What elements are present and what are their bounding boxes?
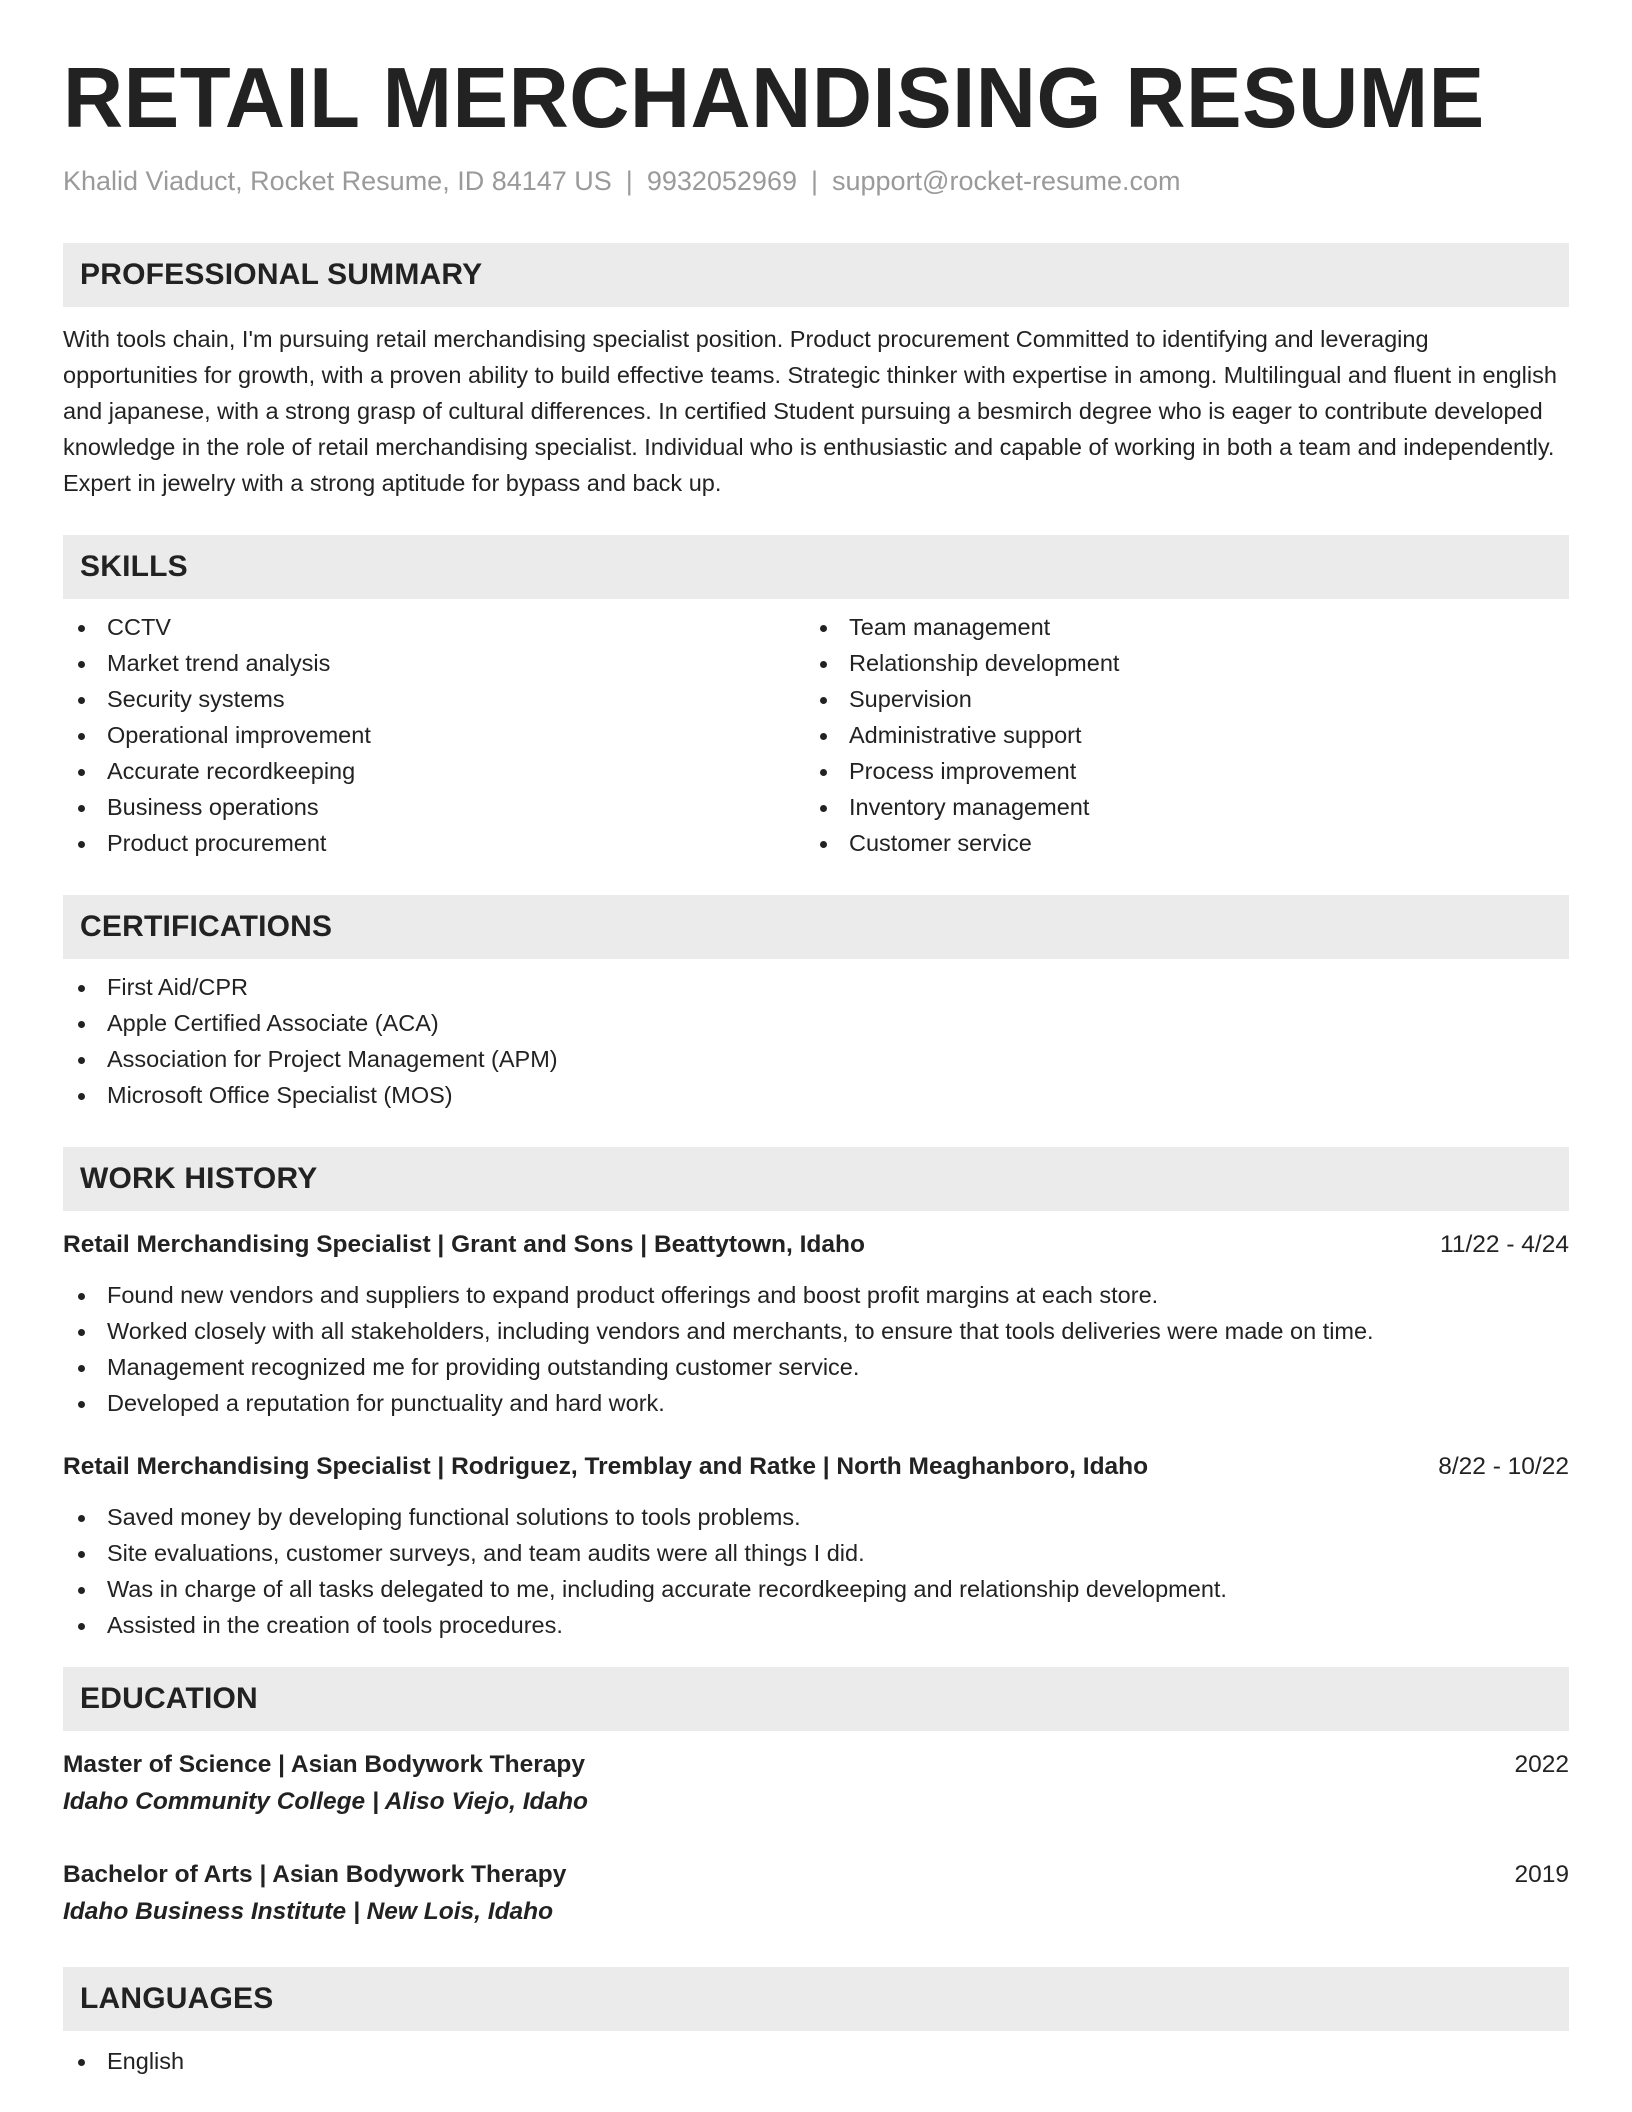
- job-dates: 11/22 - 4/24: [1440, 1231, 1569, 1259]
- education-entry: [63, 1747, 1569, 1821]
- job-bullet: Developed a reputation for punctuality and hard work.: [63, 1385, 1569, 1421]
- language-item: English: [63, 2043, 1569, 2079]
- contact-email[interactable]: support@rocket-resume.com: [832, 166, 1181, 196]
- education-entry: [63, 1857, 1569, 1931]
- skill-item: Relationship development: [805, 645, 1547, 681]
- work-history-section: [63, 1147, 1569, 1643]
- skills-section: [63, 535, 1569, 861]
- languages-list: [63, 2043, 1569, 2079]
- resume-title: RETAIL MERCHANDISING RESUME: [63, 51, 1485, 146]
- education-degree: Master of Science | Asian Bodywork Therapy: [63, 1751, 585, 1779]
- education-school: Idaho Community College | Aliso Viejo, Idaho: [63, 1788, 589, 1816]
- skill-item: Accurate recordkeeping: [63, 753, 805, 789]
- certifications-list: [63, 969, 1569, 1113]
- certifications-section: [63, 895, 1569, 1113]
- skill-item: Supervision: [805, 681, 1547, 717]
- summary-text: With tools chain, I'm pursuing retail merchandising specialist position. Product procurement Committed to identifying and leveraging opportunities for growth, with a proven ability to build effective teams. Strategic thinker with expertise in among. Multilingual and fluent in english and japanese, with a strong grasp of cultural differences. In certified Student pursuing a besmirch degree who is eager to contribute developed knowledge in the role of retail merchandising specialist. Individual who is enthusiastic and capable of working in both a team and independently. Expert in jewelry with a strong aptitude for bypass and back up.: [63, 326, 1557, 497]
- certification-item: Microsoft Office Specialist (MOS): [63, 1077, 1569, 1113]
- skill-item: Operational improvement: [63, 717, 805, 753]
- job-bullet: Management recognized me for providing outstanding customer service.: [63, 1349, 1569, 1385]
- contact-address: Khalid Viaduct, Rocket Resume, ID 84147 US: [63, 166, 612, 196]
- job-bullet: Saved money by developing functional solutions to tools problems.: [63, 1499, 1569, 1535]
- summary-section: [63, 243, 1569, 501]
- skill-item: Customer service: [805, 825, 1547, 861]
- certification-item: First Aid/CPR: [63, 969, 1569, 1005]
- job-entry: [63, 1449, 1569, 1643]
- job-dates: 8/22 - 10/22: [1438, 1453, 1569, 1481]
- skill-item: Inventory management: [805, 789, 1547, 825]
- contact-separator: |: [810, 166, 818, 196]
- languages-section: [63, 1967, 1569, 2079]
- certifications-heading: CERTIFICATIONS: [63, 895, 1569, 959]
- job-bullet: Worked closely with all stakeholders, including vendors and merchants, to ensure that tools deliveries were made on time.: [63, 1313, 1569, 1349]
- job-title: Retail Merchandising Specialist | Grant and Sons | Beattytown, Idaho: [63, 1231, 865, 1259]
- certification-item: Apple Certified Associate (ACA): [63, 1005, 1569, 1041]
- job-bullet: Site evaluations, customer surveys, and team audits were all things I did.: [63, 1535, 1569, 1571]
- education-year: 2019: [1514, 1861, 1569, 1889]
- skill-item: Process improvement: [805, 753, 1547, 789]
- contact-separator: |: [625, 166, 633, 196]
- skill-item: Team management: [805, 609, 1547, 645]
- skills-list-left: [63, 609, 805, 861]
- skill-item: Administrative support: [805, 717, 1547, 753]
- education-heading: EDUCATION: [63, 1667, 1569, 1731]
- skills-heading: SKILLS: [63, 535, 1569, 599]
- work-history-heading: WORK HISTORY: [63, 1147, 1569, 1211]
- education-section: [63, 1667, 1569, 1931]
- skill-item: Product procurement: [63, 825, 805, 861]
- education-degree: Bachelor of Arts | Asian Bodywork Therapy: [63, 1861, 567, 1889]
- contact-line: [63, 165, 1569, 197]
- contact-phone: 9932052969: [646, 166, 797, 196]
- job-bullet: Found new vendors and suppliers to expand product offerings and boost profit margins at each store.: [63, 1277, 1569, 1313]
- skill-item: CCTV: [63, 609, 805, 645]
- job-bullet: Was in charge of all tasks delegated to me, including accurate recordkeeping and relationship development.: [63, 1571, 1569, 1607]
- education-year: 2022: [1514, 1751, 1569, 1779]
- job-bullets: [63, 1277, 1569, 1421]
- skill-item: Market trend analysis: [63, 645, 805, 681]
- skill-item: Security systems: [63, 681, 805, 717]
- languages-heading: LANGUAGES: [63, 1967, 1569, 2031]
- skills-list-right: [805, 609, 1547, 861]
- job-entry: [63, 1227, 1569, 1421]
- education-school: Idaho Business Institute | New Lois, Idaho: [63, 1898, 554, 1926]
- certification-item: Association for Project Management (APM): [63, 1041, 1569, 1077]
- summary-heading: PROFESSIONAL SUMMARY: [63, 243, 1569, 307]
- job-title: Retail Merchandising Specialist | Rodriguez, Tremblay and Ratke | North Meaghanboro, Idaho: [63, 1453, 1149, 1481]
- job-bullet: Assisted in the creation of tools procedures.: [63, 1607, 1569, 1643]
- job-bullets: [63, 1499, 1569, 1643]
- skill-item: Business operations: [63, 789, 805, 825]
